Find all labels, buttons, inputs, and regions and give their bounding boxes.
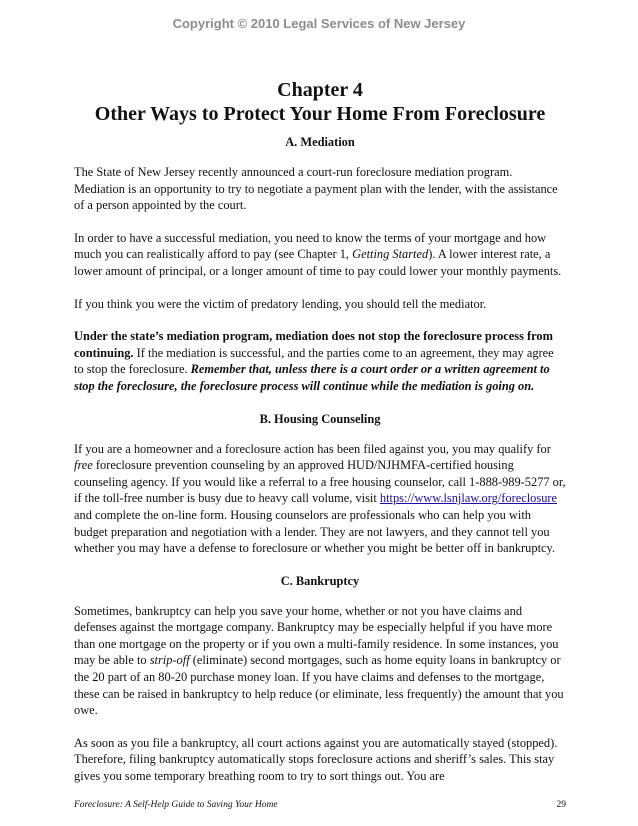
page-footer <box>74 800 566 810</box>
footer-title: Foreclosure: A Self-Help Guide to Saving Your Home <box>74 800 278 810</box>
mediation-paragraph-2: In order to have a successful mediation, you need to know the terms of your mortgage and how much you can realistically afford to pay (see Chapter 1, Getting Started). A lower interest rate, a lower amount of principal, or a longer amount of time to pay could lower your monthly payments. <box>74 230 562 278</box>
bankruptcy-paragraph-2: As soon as you file a bankruptcy, all court actions against you are automatically stayed (stopped). Therefore, filing bankruptcy automatically stops foreclosure actions and sheriff’s sales. This stay gives you some temporary breathing room to try to sort things out. You are <box>74 735 558 784</box>
section-heading-housing: B. Housing Counseling <box>259 411 381 426</box>
mediation-paragraph-4: Under the state’s mediation program, mediation does not stop the foreclosure process from continuing. If the mediation is successful, and the parties come to an agreement, they may agree to stop the foreclosure. Remember that, unless there is a court order or a written agreement to stop the foreclosure, the foreclosure process will continue while the mediation is going on. <box>74 329 554 393</box>
mediation-paragraph-3: If you think you were the victim of predatory lending, you should tell the mediator. <box>74 296 487 311</box>
mediation-paragraph-1: The State of New Jersey recently announced a court-run foreclosure mediation program. Mediation is an opportunity to try to negotiate a payment plan with the lender, with the assistance of a person appointed by the court. <box>74 165 558 213</box>
section-heading-bankruptcy: C. Bankruptcy <box>280 573 360 588</box>
section-heading-mediation: A. Mediation <box>285 135 355 149</box>
copyright-header: Copyright © 2010 Legal Services of New Jersey <box>172 16 466 31</box>
bankruptcy-paragraph-1: Sometimes, bankruptcy can help you save your home, whether or not you have claims and defenses against the mortgage company. Bankruptcy may be especially helpful if you have more than one mortgage on the property or if you own a multi-family residence. In some instances, you may be able to strip-off (eliminate) second mortgages, such as home equity loans in bankruptcy or the 20 part of an 80-20 purchase money loan. If you have claims and defenses to the mortgage, these can be raised in bankruptcy to help reduce (or eliminate, less frequently) the amount that you owe. <box>74 603 564 718</box>
chapter-title: Other Ways to Protect Your Home From Foreclosure <box>94 103 546 125</box>
housing-paragraph-1: If you are a homeowner and a foreclosure action has been filed against you, you may qualify for free foreclosure prevention counseling by an approved HUD/NJHMFA-certified housing counseling agency. If you would like a referral to a free housing counselor, call 1-888-989-5277 or, if the toll-free number is busy due to heavy call volume, visit https://www.lsnjlaw.org/foreclosure and complete the on-line form. Housing counselors are professionals who can help you with budget preparation and negotiation with a lender. They are not lawyers, and they cannot tell you whether you may have a defense to foreclosure or whether you might be better off in bankruptcy. <box>74 441 566 556</box>
foreclosure-form-link[interactable]: https://www.lsnjlaw.org/foreclosure <box>379 491 558 506</box>
page-body <box>74 78 566 801</box>
page-number: 29 <box>556 800 566 810</box>
chapter-heading <box>74 78 566 126</box>
chapter-number: Chapter 4 <box>277 79 363 101</box>
